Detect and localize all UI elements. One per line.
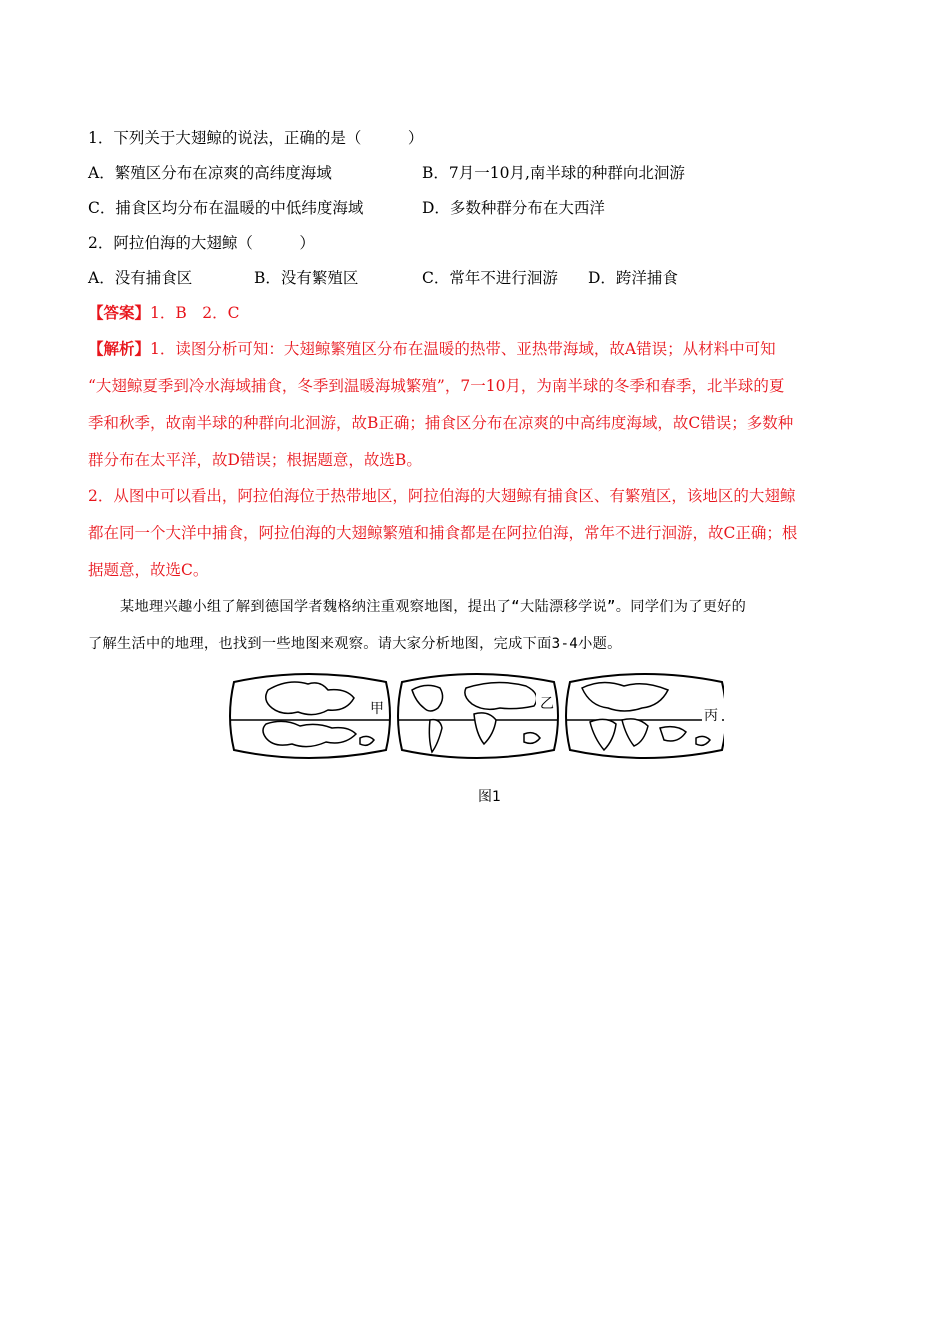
analysis-line-2: “大翅鲸夏季到冷水海域捕食，冬季到温暖海城繁殖”，7一10月，为南半球的冬季和春季，北半球的夏 [88,377,785,395]
answer-text: 1．B 2．C [150,304,240,322]
map-yi [398,674,558,758]
continental-drift-figure [228,668,724,764]
analysis-line-4: 群分布在太平洋，故D错误；根据题意，故选B。 [88,451,422,469]
q2-option-d: D．跨洋捕食 [588,269,678,287]
q2-option-a: A．没有捕食区 [88,269,193,287]
analysis-line-1 [88,339,776,359]
map-jia [230,674,390,758]
map-label-jia: 甲 [370,701,384,717]
analysis-line-5: 2．从图中可以看出，阿拉伯海位于热带地区，阿拉伯海的大翅鲸有捕食区、有繁殖区，该地区的大翅鲸 [88,487,796,505]
answer-label: 【答案】 [88,303,151,322]
analysis-line-6: 都在同一个大洋中捕食，阿拉伯海的大翅鲸繁殖和捕食都是在阿拉伯海，常年不进行洄游，故C正确；根 [88,524,798,542]
q2-option-c: C．常年不进行洄游 [422,269,558,287]
question-1-stem: 1．下列关于大翅鲸的说法，正确的是（ ） [88,129,424,147]
intro-line-2: 了解生活中的地理，也找到一些地图来观察。请大家分析地图，完成下面3-4小题。 [88,636,622,652]
q1-option-d: D．多数种群分布在大西洋 [422,199,605,217]
question-2-stem: 2．阿拉伯海的大翅鲸（ ） [88,234,315,252]
analysis-line-7: 据题意，故选C。 [88,561,209,579]
answer-line [88,303,240,323]
q1-option-c: C．捕食区均分布在温暖的中低纬度海域 [88,199,364,217]
map-label-yi: 乙 [540,696,554,712]
figure-caption: 图1 [478,789,501,805]
q2-option-b: B．没有繁殖区 [254,269,359,287]
intro-line-1: 某地理兴趣小组了解到德国学者魏格纳注重观察地图，提出了“大陆漂移学说”。同学们为了更好的 [120,599,747,615]
analysis-label: 【解析】 [88,339,151,358]
map-bing [566,674,724,758]
analysis-text-1: 1．读图分析可知：大翅鲸繁殖区分布在温暖的热带、亚热带海域，故A错误；从材料中可知 [150,340,776,358]
q1-option-a: A．繁殖区分布在凉爽的高纬度海域 [88,164,332,182]
analysis-line-3: 季和秋季，故南半球的种群向北洄游，故B正确；捕食区分布在凉爽的中高纬度海域，故C错误；多数种 [88,414,794,432]
map-label-bing: 丙 [704,708,718,724]
q1-option-b: B．7月一10月,南半球的种群向北洄游 [422,164,685,182]
